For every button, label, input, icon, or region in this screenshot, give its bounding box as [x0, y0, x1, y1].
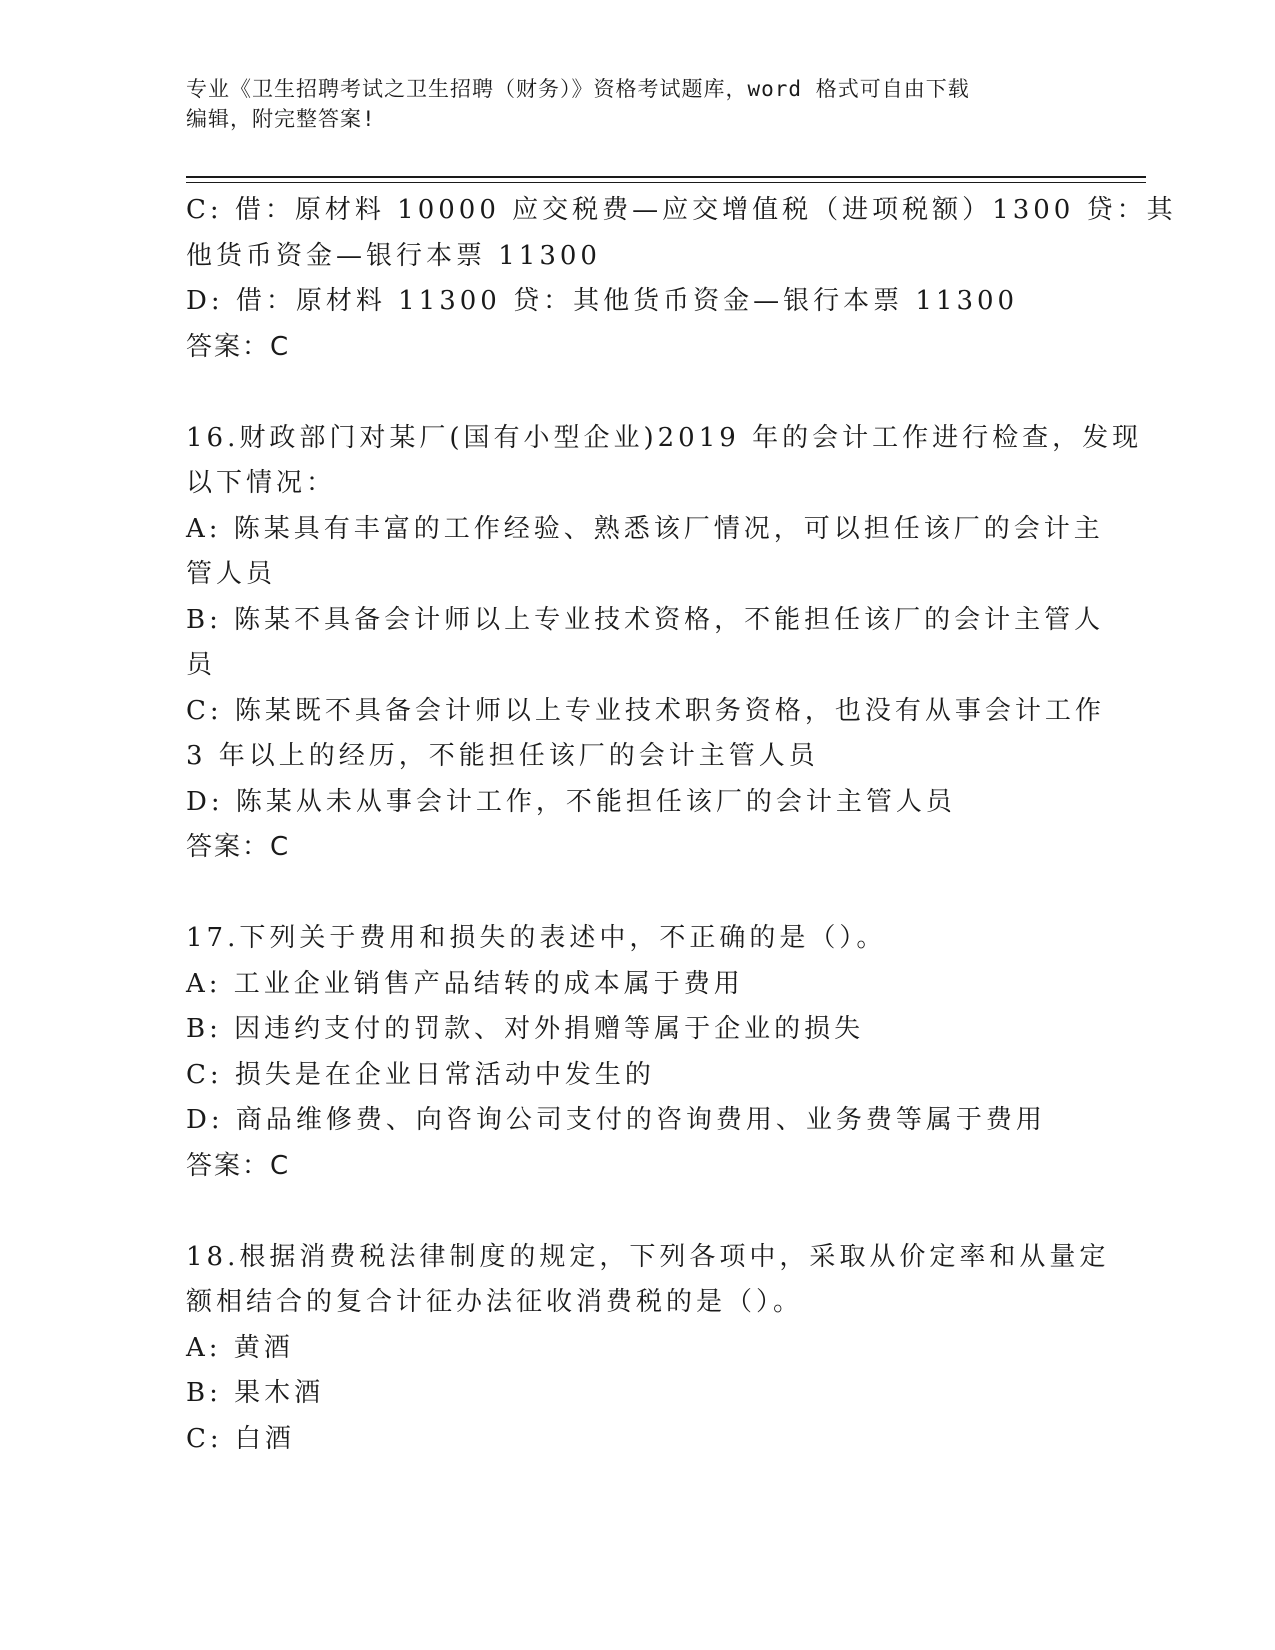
- q17-option-c: C: 损失是在企业日常活动中发生的: [186, 1059, 655, 1090]
- question-17: [186, 916, 1086, 1189]
- q15-answer: 答案：C: [186, 331, 291, 362]
- q16-option-c-line-1: C: 陈某既不具备会计师以上专业技术职务资格，也没有从事会计工作: [186, 695, 1105, 726]
- question-16: [186, 416, 1143, 871]
- q16-option-a-line-2: 管人员: [186, 559, 277, 589]
- question-18: [186, 1235, 1110, 1463]
- q16-answer: 答案：C: [186, 832, 291, 862]
- spacer: [186, 370, 1086, 416]
- q15-option-d: D: 借：原材料 11300 贷：其他货币资金—银行本票 11300: [186, 286, 1019, 316]
- q16-stem-line-1: 16.财政部门对某厂(国有小型企业)2019 年的会计工作进行检查，发现: [186, 422, 1143, 453]
- q16-option-b-line-1: B: 陈某不具备会计师以上专业技术资格，不能担任该厂的会计主管人: [186, 604, 1105, 635]
- spacer: [186, 871, 1086, 917]
- q16-option-c-line-2: 3 年以上的经历，不能担任该厂的会计主管人员: [186, 741, 819, 771]
- q16-stem-line-2: 以下情况：: [186, 468, 337, 498]
- q15-option-c-line-2: 他货币资金—银行本票 11300: [186, 240, 601, 271]
- q17-answer: 答案：C: [186, 1150, 291, 1181]
- q16-option-d: D: 陈某从未从事会计工作，不能担任该厂的会计主管人员: [186, 786, 956, 817]
- header-line-1: 专业《卫生招聘考试之卫生招聘（财务）》资格考试题库，word 格式可自由下载: [186, 77, 970, 101]
- q17-option-a: A: 工业企业销售产品结转的成本属于费用: [186, 968, 744, 999]
- q18-option-a: A: 黄酒: [186, 1332, 294, 1363]
- q15-option-c-line-1: C: 借：原材料 10000 应交税费—应交增值税（进项税额）1300 贷：其: [186, 195, 1177, 225]
- document-body: [186, 188, 1177, 1462]
- q17-option-d: D: 商品维修费、向咨询公司支付的咨询费用、业务费等属于费用: [186, 1105, 1046, 1135]
- document-header: [186, 74, 1066, 134]
- header-line-2: 编辑，附完整答案!: [186, 107, 376, 131]
- q18-stem-line-1: 18.根据消费税法律制度的规定，下列各项中，采取从价定率和从量定: [186, 1241, 1110, 1272]
- q16-option-a-line-1: A: 陈某具有丰富的工作经验、熟悉该厂情况，可以担任该厂的会计主: [186, 513, 1104, 544]
- q17-option-b: B: 因违约支付的罚款、对外捐赠等属于企业的损失: [186, 1014, 865, 1044]
- question-15-tail: [186, 188, 1177, 370]
- header-divider-thin: [186, 182, 1146, 183]
- spacer: [186, 1189, 1086, 1235]
- q18-option-b: B: 果木酒: [186, 1378, 325, 1408]
- header-divider-thick: [186, 176, 1146, 178]
- q18-stem-line-2: 额相结合的复合计征办法征收消费税的是（）。: [186, 1287, 804, 1317]
- q17-stem: 17.下列关于费用和损失的表述中，不正确的是（）。: [186, 923, 887, 953]
- q16-option-b-line-2: 员: [186, 650, 217, 680]
- q18-option-c: C: 白酒: [186, 1423, 295, 1454]
